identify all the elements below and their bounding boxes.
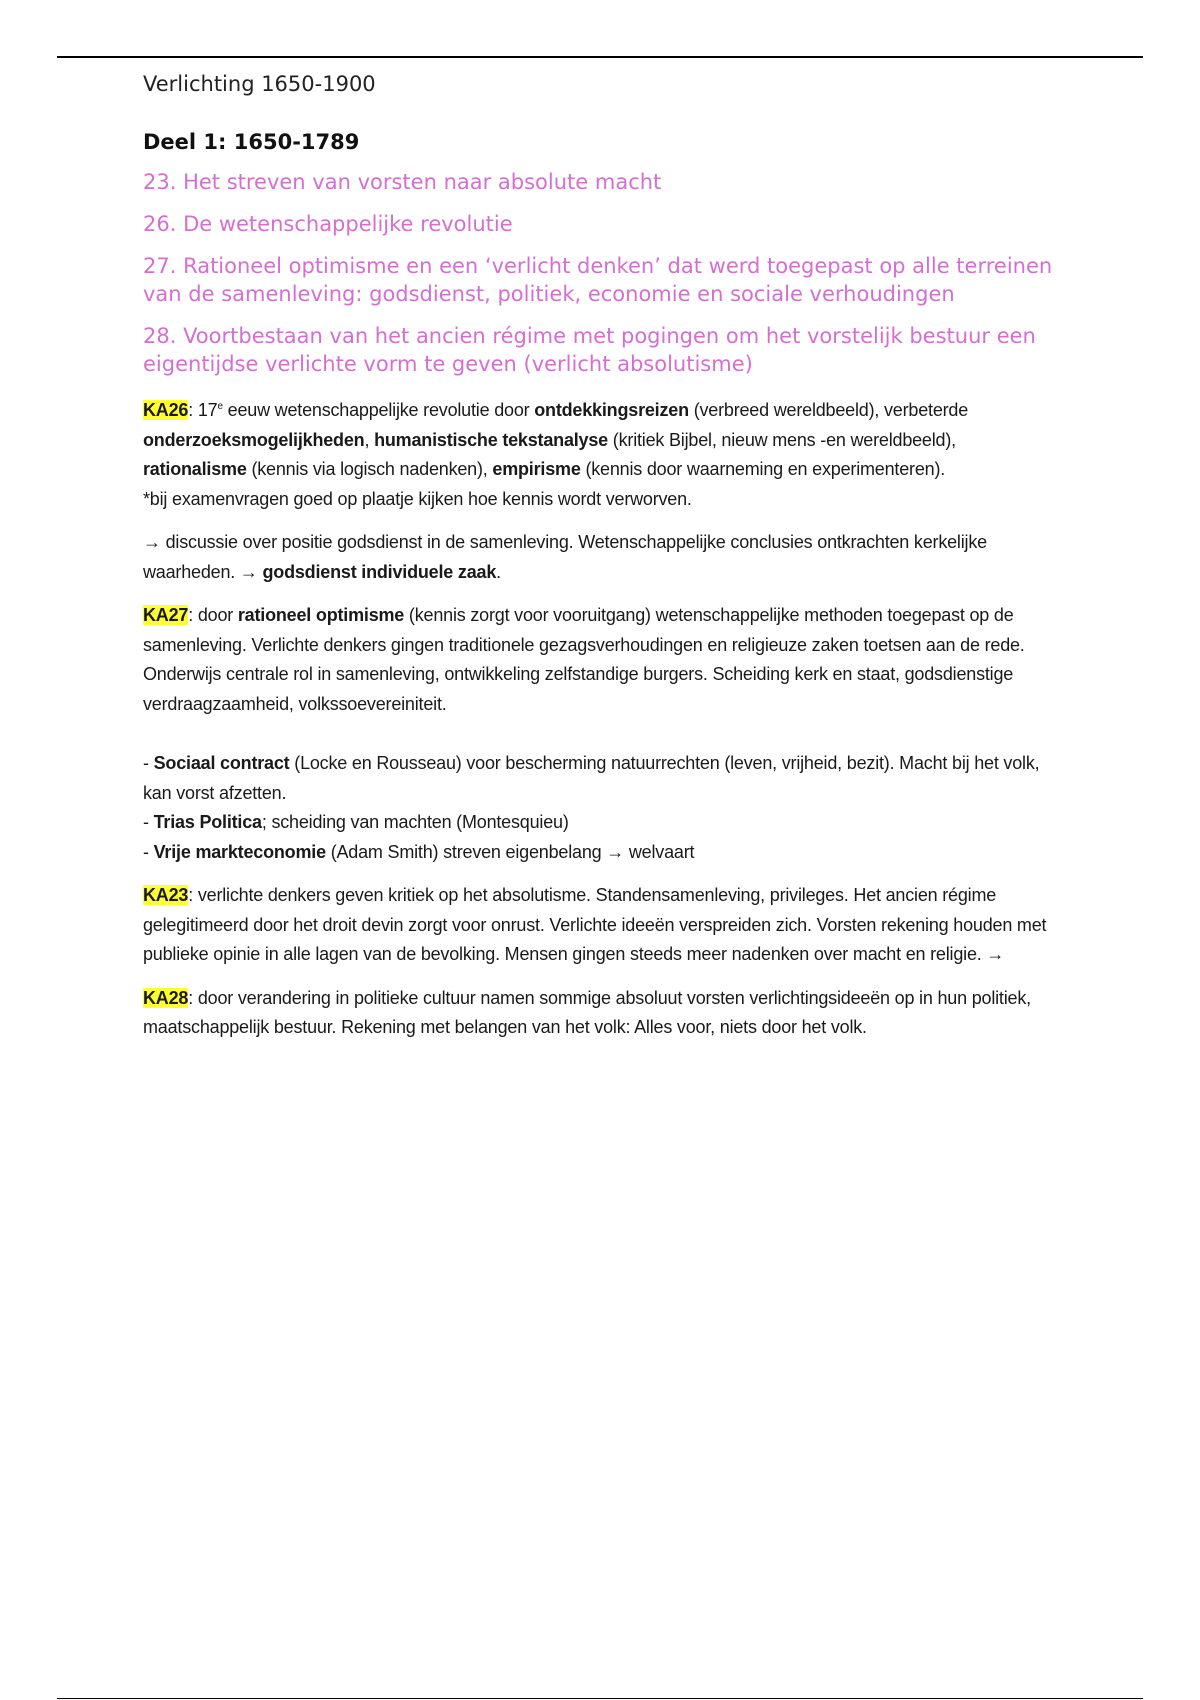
ka-heading-28: 28. Voortbestaan van het ancien régime met pogingen om het vorstelijk bestuur een eigentijdse verlichte vorm te geven (verlicht absolutisme) <box>143 324 1036 376</box>
ka-heading-26: 26. De wetenschappelijke revolutie <box>143 212 513 236</box>
bullet-bold: Sociaal contract <box>153 753 290 773</box>
ka27-label: KA27 <box>143 605 189 625</box>
discussion-text: . <box>496 561 501 582</box>
ka26-text: (verbreed wereldbeeld), verbeterde <box>688 400 969 420</box>
ka28-paragraph <box>143 984 1063 1043</box>
ka26-bold: onderzoeksmogelijkheden <box>143 429 365 450</box>
ka26-text: (kritiek Bijbel, nieuw mens -en wereldbeeld), <box>608 429 956 450</box>
arrow-icon: → <box>986 944 1005 964</box>
header-rule <box>57 56 1143 58</box>
bullet-text: ; scheiding van machten (Montesquieu) <box>261 812 569 832</box>
ka26-note: *bij examenvragen goed op plaatje kijken hoe kennis wordt verworven. <box>143 488 692 509</box>
ka27-text: : door <box>188 605 238 625</box>
ka26-label: KA26 <box>143 400 189 420</box>
ka26-text: : 17 <box>188 400 218 420</box>
bullet-bold: Vrije markteconomie <box>153 841 326 862</box>
ka28-text: : door verandering in politieke cultuur namen sommige absoluut vorsten verlichtingsideeën op in hun politiek, maatschappelijk bestuur. Rekening met belangen van het volk: Alles voor, niets door het volk. <box>143 987 1031 1037</box>
ka26-text: eeuw wetenschappelijke revolutie door <box>222 400 535 420</box>
ka26-bold: empirisme <box>492 459 581 479</box>
ka26-text: (kennis door waarneming en experimenteren). <box>580 459 946 479</box>
ka28-label: KA28 <box>143 987 189 1008</box>
spacer <box>143 719 1063 749</box>
arrow-icon: → <box>606 841 625 862</box>
ka26-sup: e <box>217 401 223 412</box>
ka27-bold: rationeel optimisme <box>237 605 405 625</box>
ka23-paragraph <box>143 881 1063 970</box>
arrow-icon: → <box>143 532 161 552</box>
arrow-icon: → <box>239 561 258 582</box>
ka23-text: : verlichte denkers geven kritiek op het absolutisme. Standensamenleving, privileges. Het ancien régime gelegitimeerd door het droit devin zorgt voor onrust. Verlichte ideeën verspreiden zich. Vorsten rekening houden met publieke opinie in alle lagen van de bevolking. Mensen gingen steeds meer nadenken over macht en religie. <box>143 885 1047 964</box>
ka26-paragraph <box>143 396 1063 514</box>
bullet-text: welvaart <box>624 841 695 862</box>
document-body <box>143 70 1063 1057</box>
ka27-text: (kennis zorgt voor vooruitgang) wetenschappelijke methoden toegepast op de samenleving. Verlichte denkers gingen traditionele gezagsverhoudingen en religieuze zaken toetsen aan de rede. Onderwijs centrale rol in samenleving, ontwikkeling zelfstandige burgers. Scheiding kerk en staat, godsdienstige verdraagzaamheid, volkssoevereiniteit. <box>143 605 1025 714</box>
discussion-text: discussie over positie godsdienst in de samenleving. Wetenschappelijke conclusies ontkrachten kerkelijke waarheden. <box>143 532 987 582</box>
discussion-paragraph <box>143 528 1063 587</box>
ka23-label: KA23 <box>143 885 189 905</box>
ka26-bold: ontdekkingsreizen <box>534 400 689 420</box>
footer-rule <box>57 1698 1143 1699</box>
bullet-dash: - <box>143 812 154 832</box>
ka26-bold: rationalisme <box>143 459 247 479</box>
bullet-item <box>143 808 1063 838</box>
bullet-text: (Locke en Rousseau) voor bescherming natuurrechten (leven, vrijheid, bezit). Macht bij het volk, kan vorst afzetten. <box>143 753 1040 803</box>
bullet-dash: - <box>143 753 154 773</box>
ka26-text: (kennis via logisch nadenken), <box>246 459 493 479</box>
bullet-dash: - <box>143 841 154 862</box>
ka-heading-27: 27. Rationeel optimisme en een ‘verlicht denken’ dat werd toegepast op alle terreinen van de samenleving: godsdienst, politiek, economie en sociale verhoudingen <box>143 254 1053 306</box>
discussion-bold: godsdienst individuele zaak <box>257 561 497 582</box>
ka-heading-23: 23. Het streven van vorsten naar absolute macht <box>143 170 662 194</box>
document-title: Verlichting 1650-1900 <box>143 72 376 96</box>
bullet-item <box>143 749 1063 808</box>
ka26-text: , <box>364 429 375 450</box>
bullet-item <box>143 838 1063 868</box>
part-heading: Deel 1: 1650-1789 <box>143 130 360 154</box>
bullet-text: (Adam Smith) streven eigenbelang <box>325 841 607 862</box>
ka27-paragraph <box>143 601 1063 867</box>
bullet-bold: Trias Politica <box>153 812 262 832</box>
ka26-bold: humanistische tekstanalyse <box>374 429 608 450</box>
